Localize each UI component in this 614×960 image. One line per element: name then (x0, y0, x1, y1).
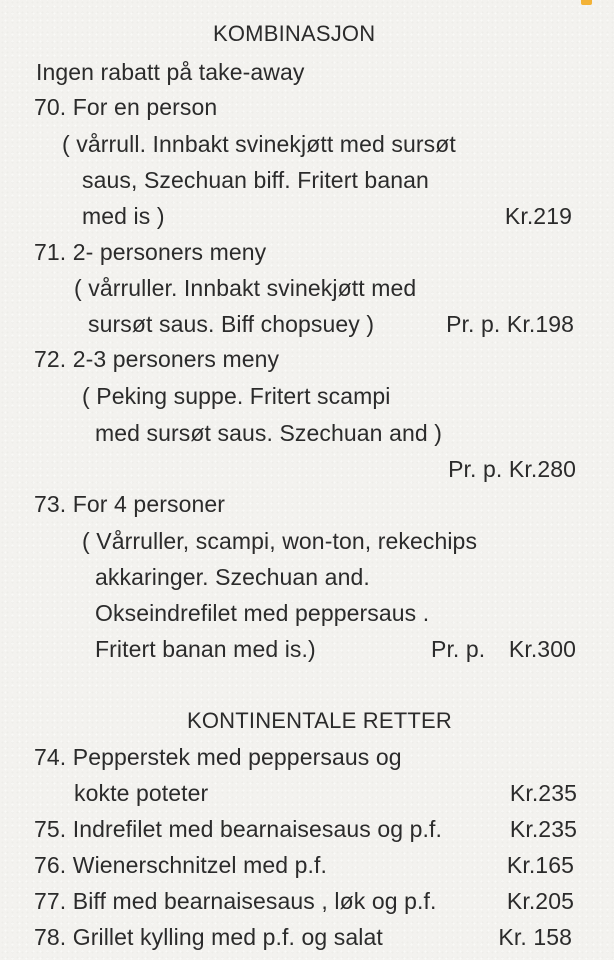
item-description: ( vårrull. Innbakt svinekjøtt med sursøt (62, 131, 456, 157)
item-description: akkaringer. Szechuan and. (95, 564, 370, 590)
item-description: kokte poteter (74, 780, 209, 806)
item-description: ( Vårruller, scampi, won-ton, rekechips (82, 528, 478, 554)
item-title: 72. 2-3 personers meny (34, 346, 280, 372)
item-description: ( Peking suppe. Fritert scampi (82, 383, 391, 409)
item-title: 77. Biff med bearnaisesaus , løk og p.f. (34, 888, 437, 914)
item-price: Kr.205 (506, 888, 574, 914)
item-price: Kr.235 (509, 780, 577, 806)
item-title: 73. For 4 personer (34, 491, 226, 517)
item-price: Pr. p. Kr.198 (446, 311, 574, 337)
item-description: sursøt saus. Biff chopsuey ) (88, 311, 375, 337)
item-price-prefix: Pr. p. (431, 636, 486, 662)
item-price: Kr. 158 (498, 924, 572, 950)
item-price: Kr.165 (506, 852, 574, 878)
item-description: Okseindrefilet med peppersaus . (95, 600, 430, 626)
item-title: 76. Wienerschnitzel med p.f. (34, 852, 327, 878)
item-price: Kr.219 (504, 203, 572, 229)
item-title: 74. Pepperstek med peppersaus og (34, 744, 402, 770)
item-title: 71. 2- personers meny (34, 239, 267, 265)
item-price: Kr.235 (509, 816, 577, 842)
corner-mark (581, 0, 592, 5)
item-title: 75. Indrefilet med bearnaisesaus og p.f. (34, 816, 443, 842)
item-price: Pr. p. Kr.280 (448, 456, 576, 482)
item-price: Kr.300 (508, 636, 576, 662)
item-description: med sursøt saus. Szechuan and ) (95, 420, 442, 446)
takeaway-note: Ingen rabatt på take-away (36, 59, 305, 85)
item-description: med is ) (82, 203, 165, 229)
item-title: 70. For en person (34, 94, 218, 120)
item-description: ( vårruller. Innbakt svinekjøtt med (74, 275, 417, 301)
item-description: saus, Szechuan biff. Fritert banan (82, 167, 429, 193)
section-title-kontinentale: KONTINENTALE RETTER (187, 708, 452, 733)
item-title: 78. Grillet kylling med p.f. og salat (34, 924, 383, 950)
section-title-kombinasjon: KOMBINASJON (213, 21, 376, 46)
item-description: Fritert banan med is.) (95, 636, 316, 662)
